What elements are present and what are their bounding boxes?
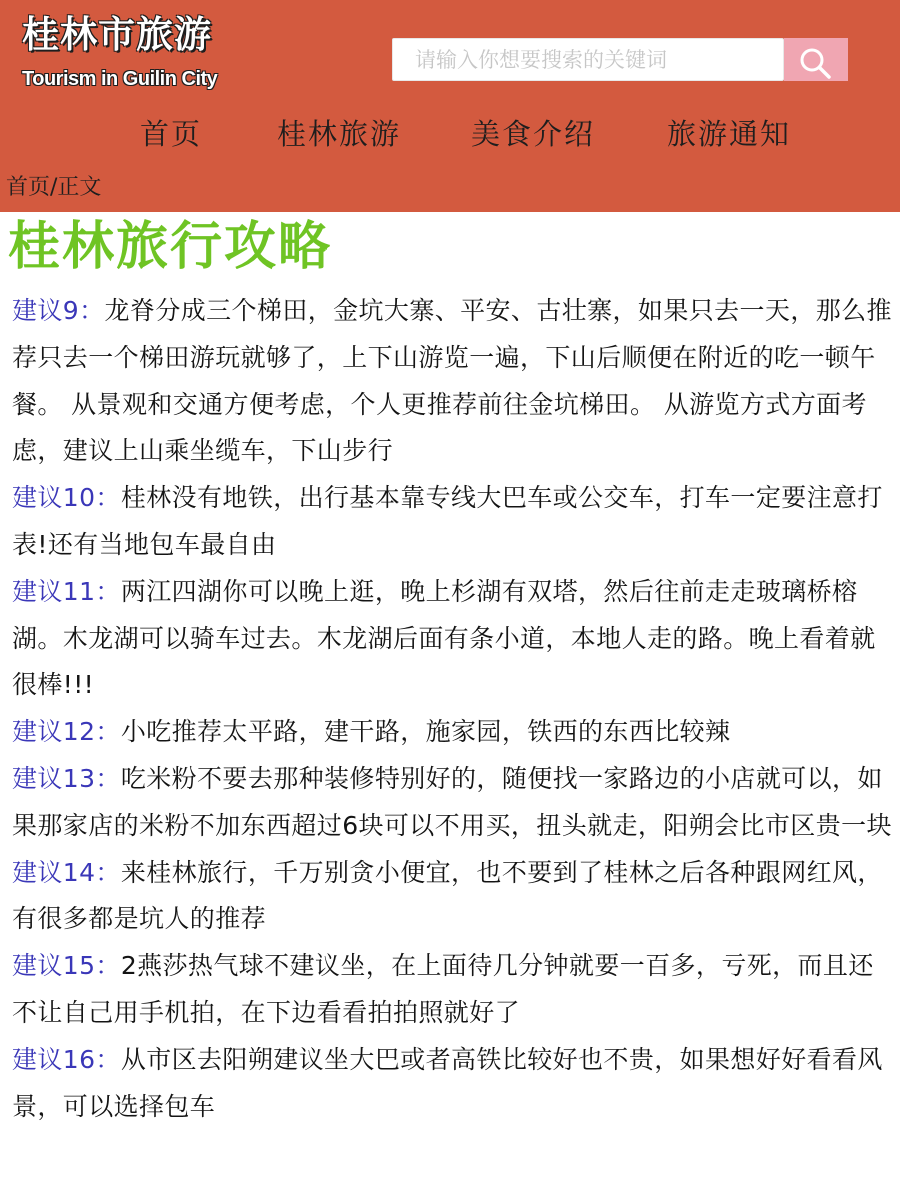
tip-text: 两江四湖你可以晚上逛，晚上杉湖有双塔，然后往前走走玻璃桥榕湖。木龙湖可以骑车过去。木龙湖后面有条小道，本地人走的路。晚上看着就很棒!!! [12,576,876,700]
tip-label: 建议11： [12,576,121,606]
nav-item-food[interactable]: 美食介绍 [471,117,596,151]
tip-label: 建议13： [12,763,121,793]
tip-text: 小吃推荐太平路，建干路，施家园，铁西的东西比较辣 [120,717,731,747]
tip-label: 建议9： [12,296,105,325]
tip-text: 桂林没有地铁，出行基本靠专线大巴车或公交车，打车一定要注意打表!还有当地包车最自由 [12,483,883,559]
site-header [0,0,900,212]
tip-text: 龙脊分成三个梯田，金坑大寨、平安、古壮寨，如果只去一天，那么推荐只去一个梯田游玩就够了，上下山游览一遍，下山后顺便在附近的吃一顿午餐。 从景观和交通方便考虑，个人更推荐前往金坑梯田。 从游览方式方面考虑，建议上山乘坐缆车，下山步行 [12,296,892,466]
tip-label: 建议15： [12,951,121,981]
tip-item [12,756,894,850]
nav-item-travel-notice[interactable]: 旅游通知 [667,117,792,151]
article-content [12,288,894,1130]
tip-item [12,850,894,944]
search-input[interactable] [392,38,784,81]
tip-item [12,943,894,1037]
tip-item [12,709,894,756]
nav-item-home[interactable]: 首页 [140,117,203,151]
site-title[interactable]: 桂林市旅游 [22,13,212,56]
tip-label: 建议14： [12,857,121,887]
tip-label: 建议12： [12,717,121,747]
tip-item [12,288,894,475]
tip-item [12,1037,894,1131]
tip-label: 建议10： [12,483,121,513]
tip-label: 建议16： [12,1044,121,1074]
tip-item [12,475,894,569]
nav-item-guilin-travel[interactable]: 桂林旅游 [277,117,402,151]
tip-text: 从市区去阳朔建议坐大巴或者高铁比较好也不贵，如果想好好看看风景，可以选择包车 [12,1044,883,1121]
tip-text: 来桂林旅行，千万别贪小便宜，也不要到了桂林之后各种跟网红风，有很多都是坑人的推荐 [12,857,883,934]
tip-text: 吃米粉不要去那种装修特别好的，随便找一家路边的小店就可以，如果那家店的米粉不加东西超过6块可以不用买，扭头就走，阳朔会比市区贵一块 [12,763,892,840]
breadcrumb: 首页/正文 [6,175,102,200]
main-nav [0,108,900,160]
site-subtitle: Tourism in Guilin City [22,68,218,90]
tip-text: 2燕莎热气球不建议坐，在上面待几分钟就要一百多，亏死，而且还不让自己用手机拍，在下边看看拍拍照就好了 [12,951,874,1027]
search-icon [799,47,833,79]
tip-item [12,569,894,709]
page-title: 桂林旅行攻略 [8,217,333,277]
search-button[interactable] [784,38,848,81]
